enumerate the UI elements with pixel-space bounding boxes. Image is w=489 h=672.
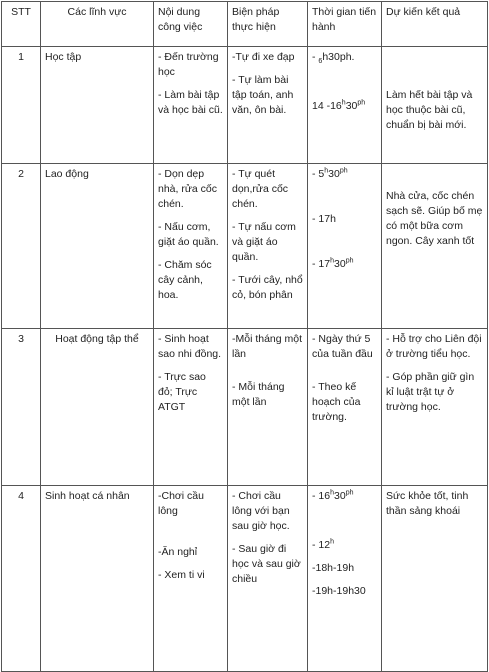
time-item: -19h-19h30 bbox=[312, 585, 366, 597]
row-measures bbox=[228, 47, 308, 164]
measure-item: - Tự làm bài tập toán, anh văn, ôn bài. bbox=[232, 74, 294, 116]
row-time bbox=[308, 164, 382, 329]
table-row bbox=[2, 47, 488, 164]
row-stt: 2 bbox=[2, 164, 41, 329]
result-text: Nhà cửa, cốc chén sạch sẽ. Giúp bố mẹ có một bữa cơm ngon. Cây xanh tốt bbox=[386, 190, 483, 247]
row-measures bbox=[228, 164, 308, 329]
content-item: - Chăm sóc cây cảnh, hoa. bbox=[158, 259, 212, 301]
row-result bbox=[382, 329, 488, 486]
row-time bbox=[308, 486, 382, 672]
table-row bbox=[2, 164, 488, 329]
time-item: - $17^h30^{ph}$ bbox=[312, 257, 354, 270]
header-stt: STT bbox=[2, 2, 41, 47]
content-item: -Ăn nghỉ bbox=[158, 546, 198, 558]
time-item: - $_6$h30ph. bbox=[312, 51, 355, 66]
header-time: Thời gian tiến hành bbox=[308, 2, 382, 47]
header-content: Nội dung công việc bbox=[154, 2, 228, 47]
header-row bbox=[2, 2, 488, 47]
content-item: - Làm bài tập và học bài cũ. bbox=[158, 89, 223, 116]
time-item: -18h-19h bbox=[312, 562, 355, 574]
measure-item: - Tự quét dọn,rửa cốc chén. bbox=[232, 168, 289, 210]
measure-item: - Sau giờ đi học và sau giờ chiều bbox=[232, 543, 301, 585]
plan-table bbox=[1, 1, 488, 672]
header-field: Các lĩnh vực bbox=[41, 2, 154, 47]
row-stt: 1 bbox=[2, 47, 41, 164]
table-row bbox=[2, 329, 488, 486]
row-result bbox=[382, 47, 488, 164]
content-item: - Xem ti vi bbox=[158, 569, 205, 581]
result-text: Làm hết bài tập và học thuộc bài cũ, chuẩn bị bài mới. bbox=[386, 89, 473, 131]
measure-item: -Tự đi xe đạp bbox=[232, 51, 295, 63]
measure-item: - Tự nấu cơm và giặt áo quần. bbox=[232, 221, 296, 263]
time-item: 14 $-16^h30^{ph}$ bbox=[312, 99, 366, 112]
row-stt: 3 bbox=[2, 329, 41, 486]
content-item: - Dọn dẹp nhà, rửa cốc chén. bbox=[158, 168, 217, 210]
row-field: Học tập bbox=[41, 47, 154, 164]
row-stt: 4 bbox=[2, 486, 41, 672]
content-item: - Sinh hoạt sao nhi đồng. bbox=[158, 333, 222, 360]
result-item: - Hỗ trợ cho Liên đội ở trường tiểu học. bbox=[386, 333, 482, 360]
row-result bbox=[382, 164, 488, 329]
measure-item: - Mỗi tháng một lần bbox=[232, 381, 285, 408]
row-time bbox=[308, 329, 382, 486]
row-measures bbox=[228, 329, 308, 486]
time-item: - 12$^h$ bbox=[312, 538, 334, 551]
row-content bbox=[154, 47, 228, 164]
time-item: - $5^h30^{ph}$ bbox=[312, 167, 348, 180]
result-item: - Góp phần giữ gìn kỉ luật trật tự ở trường học. bbox=[386, 371, 475, 413]
header-result: Dự kiến kết quả bbox=[382, 2, 488, 47]
time-item: - Ngày thứ 5 của tuần đầu bbox=[312, 333, 373, 360]
row-field: Hoạt động tập thể bbox=[41, 329, 154, 486]
measure-item: - Tưới cây, nhổ cỏ, bón phân bbox=[232, 274, 303, 301]
row-time bbox=[308, 47, 382, 164]
content-item: -Chơi cầu lông bbox=[158, 490, 204, 517]
measure-item: - Chơi cầu lông với bạn sau giờ học. bbox=[232, 490, 290, 532]
row-result bbox=[382, 486, 488, 672]
time-item: - $16^h30^{ph}$ bbox=[312, 489, 354, 502]
table-row bbox=[2, 486, 488, 672]
row-field: Lao động bbox=[41, 164, 154, 329]
content-item: - Nấu cơm, giặt áo quần. bbox=[158, 221, 219, 248]
row-field: Sinh hoạt cá nhân bbox=[41, 486, 154, 672]
content-item: - Trực sao đỏ; Trực ATGT bbox=[158, 371, 206, 413]
result-text: Sức khỏe tốt, tinh thần sảng khoái bbox=[386, 490, 469, 517]
time-item: - Theo kế hoạch của trường. bbox=[312, 381, 361, 423]
row-content bbox=[154, 329, 228, 486]
row-measures bbox=[228, 486, 308, 672]
content-item: - Đến trường học bbox=[158, 51, 219, 78]
row-content bbox=[154, 164, 228, 329]
measure-item: -Mỗi tháng một lần bbox=[232, 333, 303, 360]
time-item: - 17h bbox=[312, 213, 336, 225]
row-content bbox=[154, 486, 228, 672]
header-measures: Biện pháp thực hiện bbox=[228, 2, 308, 47]
